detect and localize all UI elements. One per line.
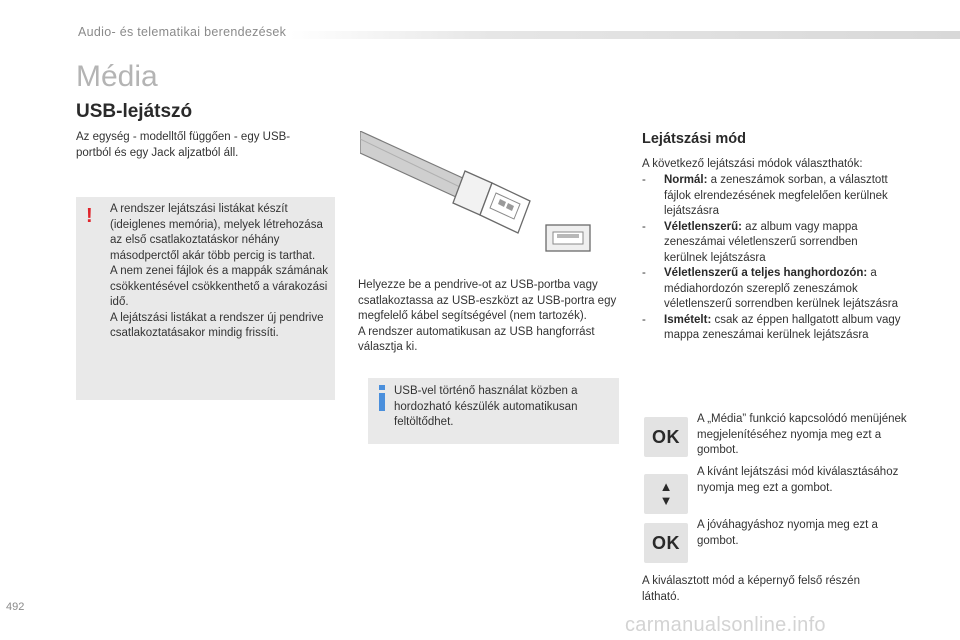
step2-text: A kívánt lejátszási mód kiválasztásához nyomja meg ezt a gombot.	[697, 466, 899, 494]
plug-in-paragraph: A rendszer automatikusan az USB hangforrást választja ki.	[358, 325, 595, 353]
playback-mode-intro: A következő lejátszási módok választhatók:	[642, 158, 863, 170]
ok-button-icon	[644, 523, 688, 563]
usb-cable	[360, 131, 465, 197]
usb-port	[546, 225, 590, 251]
section-subtitle: USB-lejátszó	[76, 101, 193, 122]
mode-description: a zeneszámok sorban, a választott fájlok elrendezésének megfelelően kerülnek lejátszásra	[664, 174, 888, 217]
arrow-down-icon: ▼	[659, 493, 673, 508]
intro-text: Az egység - modelltől függően - egy USB-portból és egy Jack aljzatból áll.	[76, 131, 291, 159]
list-item-body	[664, 313, 902, 344]
list-dash: -	[642, 313, 646, 326]
header-bar	[290, 31, 960, 39]
mode-name: Véletlenszerű a teljes hanghordozón:	[664, 267, 868, 279]
step1-text: A „Média” funkció kapcsolódó menüjének megjelenítéséhez nyomja meg ezt a gombot.	[697, 413, 907, 456]
list-item	[642, 220, 902, 267]
usb-cable-illustration	[360, 131, 600, 261]
ok-button-icon	[644, 417, 688, 457]
step3-text: A jóváhagyáshoz nyomja meg ezt a gombot.	[697, 519, 878, 547]
playback-mode-title: Lejátszási mód	[642, 131, 746, 147]
warning-line: A rendszer lejátszási listákat készít (ideiglenes memória), melyek létrehozása az első csatlakoztatáskor néhány másodperctől akár több percig is tarthat.	[110, 203, 323, 262]
arrows	[660, 480, 673, 508]
warning-text	[110, 202, 330, 342]
list-item-body	[664, 173, 902, 220]
plug-in-text	[358, 278, 623, 356]
page-title: Média	[76, 60, 158, 93]
page-number: 492	[6, 601, 25, 613]
up-down-arrows-icon	[644, 474, 688, 514]
list-item-body	[664, 266, 902, 313]
plug-in-paragraph: Helyezze be a pendrive-ot az USB-portba vagy csatlakoztassa az USB-eszközt az USB-portra egy megfelelő kábel segítségével (nem tartozék).	[358, 279, 617, 322]
ok-label: OK	[652, 426, 680, 447]
warning-icon: !	[86, 205, 93, 227]
ok-label: OK	[652, 532, 680, 553]
mode-name: Normál:	[664, 174, 708, 186]
info-text: USB-vel történő használat közben a hordozható készülék automatikusan feltöltődhet.	[394, 385, 578, 428]
list-item-body	[664, 220, 902, 267]
list-dash: -	[642, 220, 646, 233]
warning-line: A nem zenei fájlok és a mappák számának csökkentésével csökkenthető a várakozási idő.	[110, 265, 328, 308]
usb-plug	[453, 171, 530, 233]
arrow-up-icon: ▲	[659, 479, 673, 494]
list-item	[642, 173, 902, 220]
mode-name: Véletlenszerű:	[664, 220, 742, 233]
list-dash: -	[642, 174, 646, 186]
playback-mode-list	[642, 173, 902, 344]
info-box	[368, 378, 619, 444]
warning-line: A lejátszási listákat a rendszer új pendrive csatlakoztatásakor mindig frissíti.	[110, 311, 324, 339]
final-note: A kiválasztott mód a képernyő felső részén látható.	[642, 575, 860, 603]
mode-description: az album vagy mappa zeneszámai véletlenszerű sorrendben kerülnek lejátszásra	[664, 220, 858, 264]
watermark: carmanualsonline.info	[625, 614, 826, 636]
list-item	[642, 313, 902, 344]
list-item	[642, 266, 902, 313]
mode-name: Ismételt:	[664, 313, 712, 326]
mode-description: csak az éppen hallgatott album vagy mappa zeneszámai kerülnek lejátszásra	[664, 313, 901, 341]
info-icon	[373, 383, 391, 413]
section-header: Audio- és telematikai berendezések	[78, 25, 287, 39]
list-dash: -	[642, 267, 646, 279]
warning-box	[76, 197, 335, 400]
mode-description: a médiahordozón szereplő zeneszámok véletlenszerű sorrendben kerülnek lejátszásra	[664, 267, 898, 310]
